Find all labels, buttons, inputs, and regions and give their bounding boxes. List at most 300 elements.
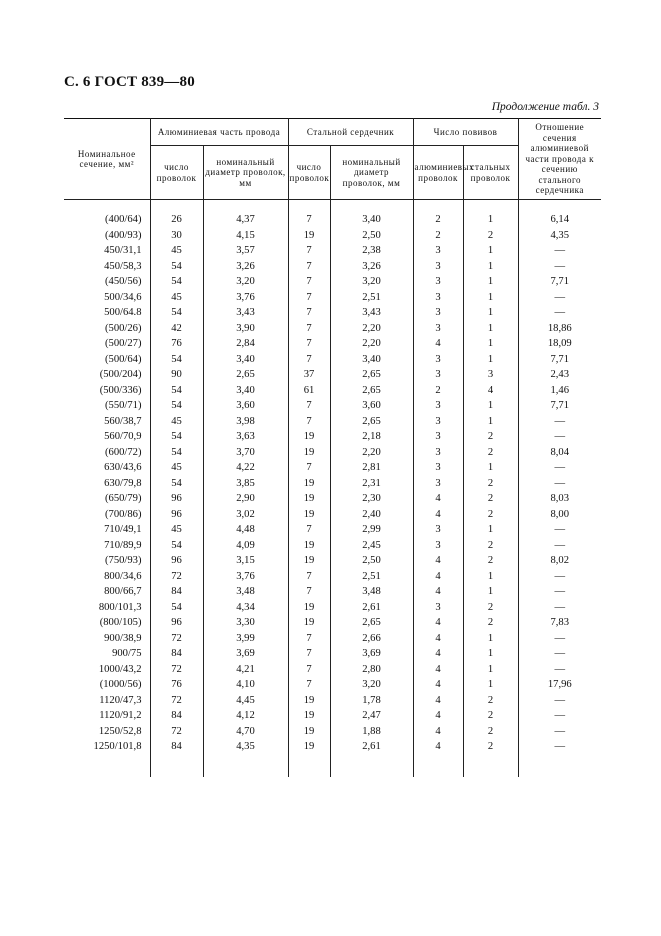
cell-st-layers: 2 xyxy=(463,491,518,507)
cell-ratio: 2,43 xyxy=(518,367,601,383)
cell-al-count: 26 xyxy=(150,212,203,228)
table-row xyxy=(64,662,601,678)
cell-al-diameter: 4,37 xyxy=(203,212,288,228)
cell-ratio: 7,71 xyxy=(518,398,601,414)
cell-section: (600/72) xyxy=(64,445,150,461)
cell-st-diameter: 3,20 xyxy=(330,274,413,290)
header-nominal-section: Номинальное сечение, мм² xyxy=(64,119,150,200)
cell-st-diameter: 2,50 xyxy=(330,553,413,569)
cell-al-diameter: 4,35 xyxy=(203,739,288,755)
cell-section: 1000/43,2 xyxy=(64,662,150,678)
cell-al-layers: 3 xyxy=(413,274,463,290)
cell-st-layers: 2 xyxy=(463,228,518,244)
cell-al-diameter: 4,09 xyxy=(203,538,288,554)
table-row xyxy=(64,321,601,337)
cell-section: 450/58,3 xyxy=(64,259,150,275)
cell-al-layers: 4 xyxy=(413,584,463,600)
table-row xyxy=(64,584,601,600)
cell-al-diameter: 3,57 xyxy=(203,243,288,259)
cell-ratio: 7,83 xyxy=(518,615,601,631)
cell-ratio: — xyxy=(518,305,601,321)
cell-al-count: 54 xyxy=(150,398,203,414)
cell-st-count: 7 xyxy=(288,646,330,662)
cell-al-diameter: 3,20 xyxy=(203,274,288,290)
cell-al-layers: 3 xyxy=(413,321,463,337)
cell-al-layers: 4 xyxy=(413,569,463,585)
cell-al-count: 45 xyxy=(150,522,203,538)
header-steel-wire-count: число проволок xyxy=(288,146,330,200)
cell-st-layers: 4 xyxy=(463,383,518,399)
cell-ratio: — xyxy=(518,724,601,740)
header-aluminum-layers: алюминиевых проволок xyxy=(413,146,463,200)
cell-section: (400/64) xyxy=(64,212,150,228)
cell-al-diameter: 3,85 xyxy=(203,476,288,492)
cell-section: 900/38,9 xyxy=(64,631,150,647)
cell-st-layers: 2 xyxy=(463,600,518,616)
table-row xyxy=(64,615,601,631)
cell-ratio: — xyxy=(518,429,601,445)
cell-ratio: — xyxy=(518,662,601,678)
table-row xyxy=(64,646,601,662)
table-row xyxy=(64,739,601,755)
table-row xyxy=(64,414,601,430)
cell-ratio: — xyxy=(518,290,601,306)
cell-st-diameter: 3,20 xyxy=(330,677,413,693)
cell-ratio: — xyxy=(518,584,601,600)
cell-st-diameter: 2,50 xyxy=(330,228,413,244)
header-steel-layers: стальных проволок xyxy=(463,146,518,200)
cell-st-layers: 1 xyxy=(463,631,518,647)
cell-al-layers: 3 xyxy=(413,460,463,476)
cell-st-layers: 1 xyxy=(463,305,518,321)
cell-al-count: 54 xyxy=(150,538,203,554)
cell-st-layers: 2 xyxy=(463,739,518,755)
table-continuation-label: Продолжение табл. 3 xyxy=(491,101,599,113)
cell-st-diameter: 2,65 xyxy=(330,383,413,399)
cell-al-layers: 4 xyxy=(413,662,463,678)
cell-section: (450/56) xyxy=(64,274,150,290)
cell-st-diameter: 2,31 xyxy=(330,476,413,492)
cell-ratio: — xyxy=(518,569,601,585)
cell-st-layers: 1 xyxy=(463,259,518,275)
cell-ratio: — xyxy=(518,460,601,476)
cell-st-count: 19 xyxy=(288,228,330,244)
cell-ratio: — xyxy=(518,522,601,538)
cell-al-layers: 3 xyxy=(413,414,463,430)
table-row xyxy=(64,507,601,523)
cell-al-layers: 2 xyxy=(413,228,463,244)
cell-st-layers: 2 xyxy=(463,693,518,709)
cell-al-count: 54 xyxy=(150,445,203,461)
table-row xyxy=(64,677,601,693)
cell-st-layers: 2 xyxy=(463,507,518,523)
cell-st-layers: 2 xyxy=(463,538,518,554)
cell-st-count: 19 xyxy=(288,724,330,740)
cell-al-layers: 4 xyxy=(413,677,463,693)
cell-st-diameter: 2,99 xyxy=(330,522,413,538)
table-row xyxy=(64,724,601,740)
cell-al-layers: 3 xyxy=(413,243,463,259)
header-steel-core: Стальной сердечник xyxy=(288,119,413,146)
cell-st-count: 19 xyxy=(288,476,330,492)
cell-st-count: 7 xyxy=(288,662,330,678)
cell-al-layers: 4 xyxy=(413,739,463,755)
cell-al-layers: 4 xyxy=(413,336,463,352)
cell-al-diameter: 3,63 xyxy=(203,429,288,445)
cell-al-layers: 4 xyxy=(413,507,463,523)
cell-al-diameter: 3,30 xyxy=(203,615,288,631)
cell-ratio: — xyxy=(518,600,601,616)
cell-al-layers: 4 xyxy=(413,615,463,631)
table-row xyxy=(64,305,601,321)
cell-section: (500/64) xyxy=(64,352,150,368)
cell-ratio: 18,09 xyxy=(518,336,601,352)
table-row xyxy=(64,708,601,724)
cell-st-count: 7 xyxy=(288,243,330,259)
cell-section: 450/31,1 xyxy=(64,243,150,259)
cell-st-diameter: 2,65 xyxy=(330,615,413,631)
cell-al-layers: 3 xyxy=(413,398,463,414)
cell-al-diameter: 3,02 xyxy=(203,507,288,523)
cell-st-layers: 1 xyxy=(463,274,518,290)
cell-st-diameter: 2,45 xyxy=(330,538,413,554)
cell-al-diameter: 4,70 xyxy=(203,724,288,740)
cell-section: (800/105) xyxy=(64,615,150,631)
cell-st-diameter: 2,65 xyxy=(330,367,413,383)
cell-al-count: 30 xyxy=(150,228,203,244)
cell-al-count: 76 xyxy=(150,677,203,693)
cell-al-diameter: 4,48 xyxy=(203,522,288,538)
cell-st-count: 19 xyxy=(288,553,330,569)
cell-al-diameter: 3,40 xyxy=(203,352,288,368)
cell-st-diameter: 1,78 xyxy=(330,693,413,709)
cell-al-count: 84 xyxy=(150,739,203,755)
cell-st-layers: 1 xyxy=(463,569,518,585)
cell-st-count: 7 xyxy=(288,305,330,321)
cell-al-count: 72 xyxy=(150,662,203,678)
cell-section: (750/93) xyxy=(64,553,150,569)
cell-section: 560/70,9 xyxy=(64,429,150,445)
cell-al-count: 54 xyxy=(150,352,203,368)
cell-st-layers: 3 xyxy=(463,367,518,383)
cell-st-diameter: 3,43 xyxy=(330,305,413,321)
cell-al-count: 54 xyxy=(150,476,203,492)
cell-al-count: 76 xyxy=(150,336,203,352)
cell-al-count: 84 xyxy=(150,584,203,600)
cell-al-count: 72 xyxy=(150,631,203,647)
cell-st-layers: 1 xyxy=(463,662,518,678)
cell-st-layers: 1 xyxy=(463,336,518,352)
cell-al-layers: 3 xyxy=(413,259,463,275)
header-aluminum-part: Алюминиевая часть провода xyxy=(150,119,288,146)
cell-section: 710/49,1 xyxy=(64,522,150,538)
cell-al-diameter: 3,70 xyxy=(203,445,288,461)
header-aluminum-wire-count: число проволок xyxy=(150,146,203,200)
cell-al-count: 96 xyxy=(150,491,203,507)
table-body xyxy=(64,200,601,777)
table-row xyxy=(64,522,601,538)
cell-st-diameter: 3,26 xyxy=(330,259,413,275)
cell-st-layers: 1 xyxy=(463,584,518,600)
cell-st-count: 7 xyxy=(288,569,330,585)
cell-al-diameter: 4,34 xyxy=(203,600,288,616)
cell-al-diameter: 4,45 xyxy=(203,693,288,709)
table-row xyxy=(64,336,601,352)
cell-al-layers: 3 xyxy=(413,429,463,445)
cell-al-count: 54 xyxy=(150,383,203,399)
cell-al-count: 72 xyxy=(150,724,203,740)
cell-st-count: 7 xyxy=(288,631,330,647)
cell-st-layers: 1 xyxy=(463,414,518,430)
cell-al-count: 84 xyxy=(150,708,203,724)
cell-ratio: 1,46 xyxy=(518,383,601,399)
cell-section: 630/79,8 xyxy=(64,476,150,492)
cell-st-layers: 1 xyxy=(463,398,518,414)
cell-st-count: 19 xyxy=(288,491,330,507)
cell-al-layers: 3 xyxy=(413,305,463,321)
header-section-ratio: Отношение сечения алюминиевой части провода к сечению стального сердечника xyxy=(518,119,601,200)
cell-al-diameter: 4,10 xyxy=(203,677,288,693)
cell-st-diameter: 2,61 xyxy=(330,739,413,755)
cell-ratio: 18,86 xyxy=(518,321,601,337)
cell-ratio: — xyxy=(518,739,601,755)
cell-st-layers: 2 xyxy=(463,476,518,492)
cell-st-diameter: 3,48 xyxy=(330,584,413,600)
cell-st-diameter: 2,47 xyxy=(330,708,413,724)
cell-al-diameter: 3,43 xyxy=(203,305,288,321)
cell-al-diameter: 2,84 xyxy=(203,336,288,352)
cell-st-count: 61 xyxy=(288,383,330,399)
cell-st-layers: 2 xyxy=(463,615,518,631)
cell-ratio: 17,96 xyxy=(518,677,601,693)
cell-ratio: — xyxy=(518,646,601,662)
cell-st-count: 7 xyxy=(288,259,330,275)
cell-st-count: 19 xyxy=(288,615,330,631)
cell-al-diameter: 3,98 xyxy=(203,414,288,430)
cell-st-layers: 1 xyxy=(463,677,518,693)
cell-st-count: 19 xyxy=(288,538,330,554)
cell-ratio: 7,71 xyxy=(518,352,601,368)
cell-al-layers: 4 xyxy=(413,708,463,724)
cell-al-layers: 3 xyxy=(413,522,463,538)
cell-st-count: 7 xyxy=(288,677,330,693)
cell-st-layers: 2 xyxy=(463,429,518,445)
cell-section: 1120/47,3 xyxy=(64,693,150,709)
cell-al-count: 54 xyxy=(150,429,203,445)
cell-ratio: 6,14 xyxy=(518,212,601,228)
cell-st-diameter: 2,38 xyxy=(330,243,413,259)
table-row xyxy=(64,429,601,445)
cell-st-layers: 2 xyxy=(463,708,518,724)
cell-section: (700/86) xyxy=(64,507,150,523)
cell-ratio: 8,03 xyxy=(518,491,601,507)
cell-section: 1250/101,8 xyxy=(64,739,150,755)
cell-al-layers: 4 xyxy=(413,646,463,662)
cell-st-diameter: 2,20 xyxy=(330,321,413,337)
cell-st-count: 7 xyxy=(288,460,330,476)
cell-section: 500/64.8 xyxy=(64,305,150,321)
cell-section: (1000/56) xyxy=(64,677,150,693)
cell-al-count: 54 xyxy=(150,305,203,321)
cell-st-diameter: 2,61 xyxy=(330,600,413,616)
cell-section: (500/27) xyxy=(64,336,150,352)
cell-st-diameter: 2,20 xyxy=(330,336,413,352)
cell-ratio: — xyxy=(518,708,601,724)
cell-al-layers: 4 xyxy=(413,491,463,507)
cell-st-count: 19 xyxy=(288,739,330,755)
cell-al-layers: 4 xyxy=(413,693,463,709)
cell-st-count: 7 xyxy=(288,522,330,538)
cell-al-count: 54 xyxy=(150,600,203,616)
cell-st-layers: 2 xyxy=(463,724,518,740)
cell-al-layers: 3 xyxy=(413,538,463,554)
table-row xyxy=(64,476,601,492)
cell-ratio: — xyxy=(518,476,601,492)
cell-al-diameter: 4,22 xyxy=(203,460,288,476)
cell-st-layers: 1 xyxy=(463,352,518,368)
cell-section: (550/71) xyxy=(64,398,150,414)
cell-section: (500/204) xyxy=(64,367,150,383)
cell-st-count: 37 xyxy=(288,367,330,383)
cell-st-diameter: 2,40 xyxy=(330,507,413,523)
cell-section: 560/38,7 xyxy=(64,414,150,430)
cell-ratio: — xyxy=(518,631,601,647)
page-title: С. 6 ГОСТ 839—80 xyxy=(64,74,195,90)
cell-al-count: 72 xyxy=(150,569,203,585)
cell-al-diameter: 3,60 xyxy=(203,398,288,414)
cell-al-count: 45 xyxy=(150,414,203,430)
cell-al-diameter: 2,65 xyxy=(203,367,288,383)
cell-st-diameter: 1,88 xyxy=(330,724,413,740)
cell-st-diameter: 2,20 xyxy=(330,445,413,461)
table-row xyxy=(64,398,601,414)
cell-section: 630/43,6 xyxy=(64,460,150,476)
cell-section: 800/101,3 xyxy=(64,600,150,616)
cell-al-layers: 4 xyxy=(413,724,463,740)
header-aluminum-wire-diameter: номинальный диаметр проволок, мм xyxy=(203,146,288,200)
cell-st-count: 19 xyxy=(288,708,330,724)
cell-al-diameter: 3,48 xyxy=(203,584,288,600)
cell-al-count: 96 xyxy=(150,507,203,523)
table-row xyxy=(64,243,601,259)
cell-st-layers: 1 xyxy=(463,212,518,228)
cell-ratio: 4,35 xyxy=(518,228,601,244)
cell-al-count: 96 xyxy=(150,553,203,569)
cell-al-count: 54 xyxy=(150,274,203,290)
cell-al-layers: 3 xyxy=(413,445,463,461)
table-row xyxy=(64,228,601,244)
cell-section: (500/336) xyxy=(64,383,150,399)
table-row xyxy=(64,383,601,399)
header-steel-wire-diameter: номинальный диаметр проволок, мм xyxy=(330,146,413,200)
cell-section: 500/34,6 xyxy=(64,290,150,306)
cell-st-diameter: 2,51 xyxy=(330,569,413,585)
cell-ratio: 7,71 xyxy=(518,274,601,290)
table-row xyxy=(64,352,601,368)
cell-st-count: 7 xyxy=(288,584,330,600)
cell-st-diameter: 2,51 xyxy=(330,290,413,306)
cell-st-diameter: 3,40 xyxy=(330,212,413,228)
cell-st-layers: 1 xyxy=(463,321,518,337)
table-spacer-row xyxy=(64,200,601,213)
cell-section: 800/34,6 xyxy=(64,569,150,585)
cell-st-layers: 1 xyxy=(463,243,518,259)
cell-st-count: 7 xyxy=(288,414,330,430)
cell-section: 1120/91,2 xyxy=(64,708,150,724)
cell-al-diameter: 3,90 xyxy=(203,321,288,337)
table-row xyxy=(64,538,601,554)
table-tail-row xyxy=(64,755,601,777)
cell-al-layers: 4 xyxy=(413,631,463,647)
cell-section: (400/93) xyxy=(64,228,150,244)
table-row xyxy=(64,693,601,709)
cell-section: 710/89,9 xyxy=(64,538,150,554)
cell-st-count: 7 xyxy=(288,212,330,228)
cell-st-layers: 2 xyxy=(463,445,518,461)
cell-st-count: 7 xyxy=(288,352,330,368)
cell-st-diameter: 2,81 xyxy=(330,460,413,476)
table-row xyxy=(64,491,601,507)
cell-ratio: — xyxy=(518,693,601,709)
cell-st-diameter: 2,66 xyxy=(330,631,413,647)
cell-st-count: 19 xyxy=(288,445,330,461)
cell-st-diameter: 3,40 xyxy=(330,352,413,368)
cell-al-diameter: 4,21 xyxy=(203,662,288,678)
cell-al-layers: 3 xyxy=(413,367,463,383)
cell-al-diameter: 3,69 xyxy=(203,646,288,662)
cell-st-count: 19 xyxy=(288,600,330,616)
cell-st-diameter: 3,69 xyxy=(330,646,413,662)
cell-al-diameter: 4,12 xyxy=(203,708,288,724)
table-row xyxy=(64,553,601,569)
cell-al-layers: 3 xyxy=(413,600,463,616)
cell-ratio: — xyxy=(518,538,601,554)
cell-al-diameter: 3,99 xyxy=(203,631,288,647)
table-row xyxy=(64,460,601,476)
cell-al-diameter: 3,76 xyxy=(203,290,288,306)
cell-st-diameter: 2,80 xyxy=(330,662,413,678)
cell-section: 900/75 xyxy=(64,646,150,662)
cell-st-layers: 1 xyxy=(463,290,518,306)
cell-al-count: 45 xyxy=(150,243,203,259)
table-row xyxy=(64,600,601,616)
cell-al-layers: 3 xyxy=(413,290,463,306)
cell-al-diameter: 3,26 xyxy=(203,259,288,275)
table-row xyxy=(64,631,601,647)
table-row xyxy=(64,445,601,461)
cell-st-count: 19 xyxy=(288,429,330,445)
cell-st-count: 7 xyxy=(288,336,330,352)
cell-al-diameter: 3,76 xyxy=(203,569,288,585)
cell-section: 1250/52,8 xyxy=(64,724,150,740)
cell-ratio: 8,02 xyxy=(518,553,601,569)
wire-parameters-table xyxy=(64,118,601,777)
cell-st-diameter: 2,30 xyxy=(330,491,413,507)
cell-st-layers: 1 xyxy=(463,460,518,476)
cell-st-diameter: 3,60 xyxy=(330,398,413,414)
cell-st-count: 7 xyxy=(288,321,330,337)
cell-section: (650/79) xyxy=(64,491,150,507)
cell-ratio: 8,00 xyxy=(518,507,601,523)
cell-al-layers: 4 xyxy=(413,553,463,569)
cell-al-layers: 2 xyxy=(413,212,463,228)
table-row xyxy=(64,212,601,228)
cell-st-count: 7 xyxy=(288,398,330,414)
table-row xyxy=(64,367,601,383)
cell-st-diameter: 2,65 xyxy=(330,414,413,430)
cell-al-diameter: 4,15 xyxy=(203,228,288,244)
table-row xyxy=(64,569,601,585)
